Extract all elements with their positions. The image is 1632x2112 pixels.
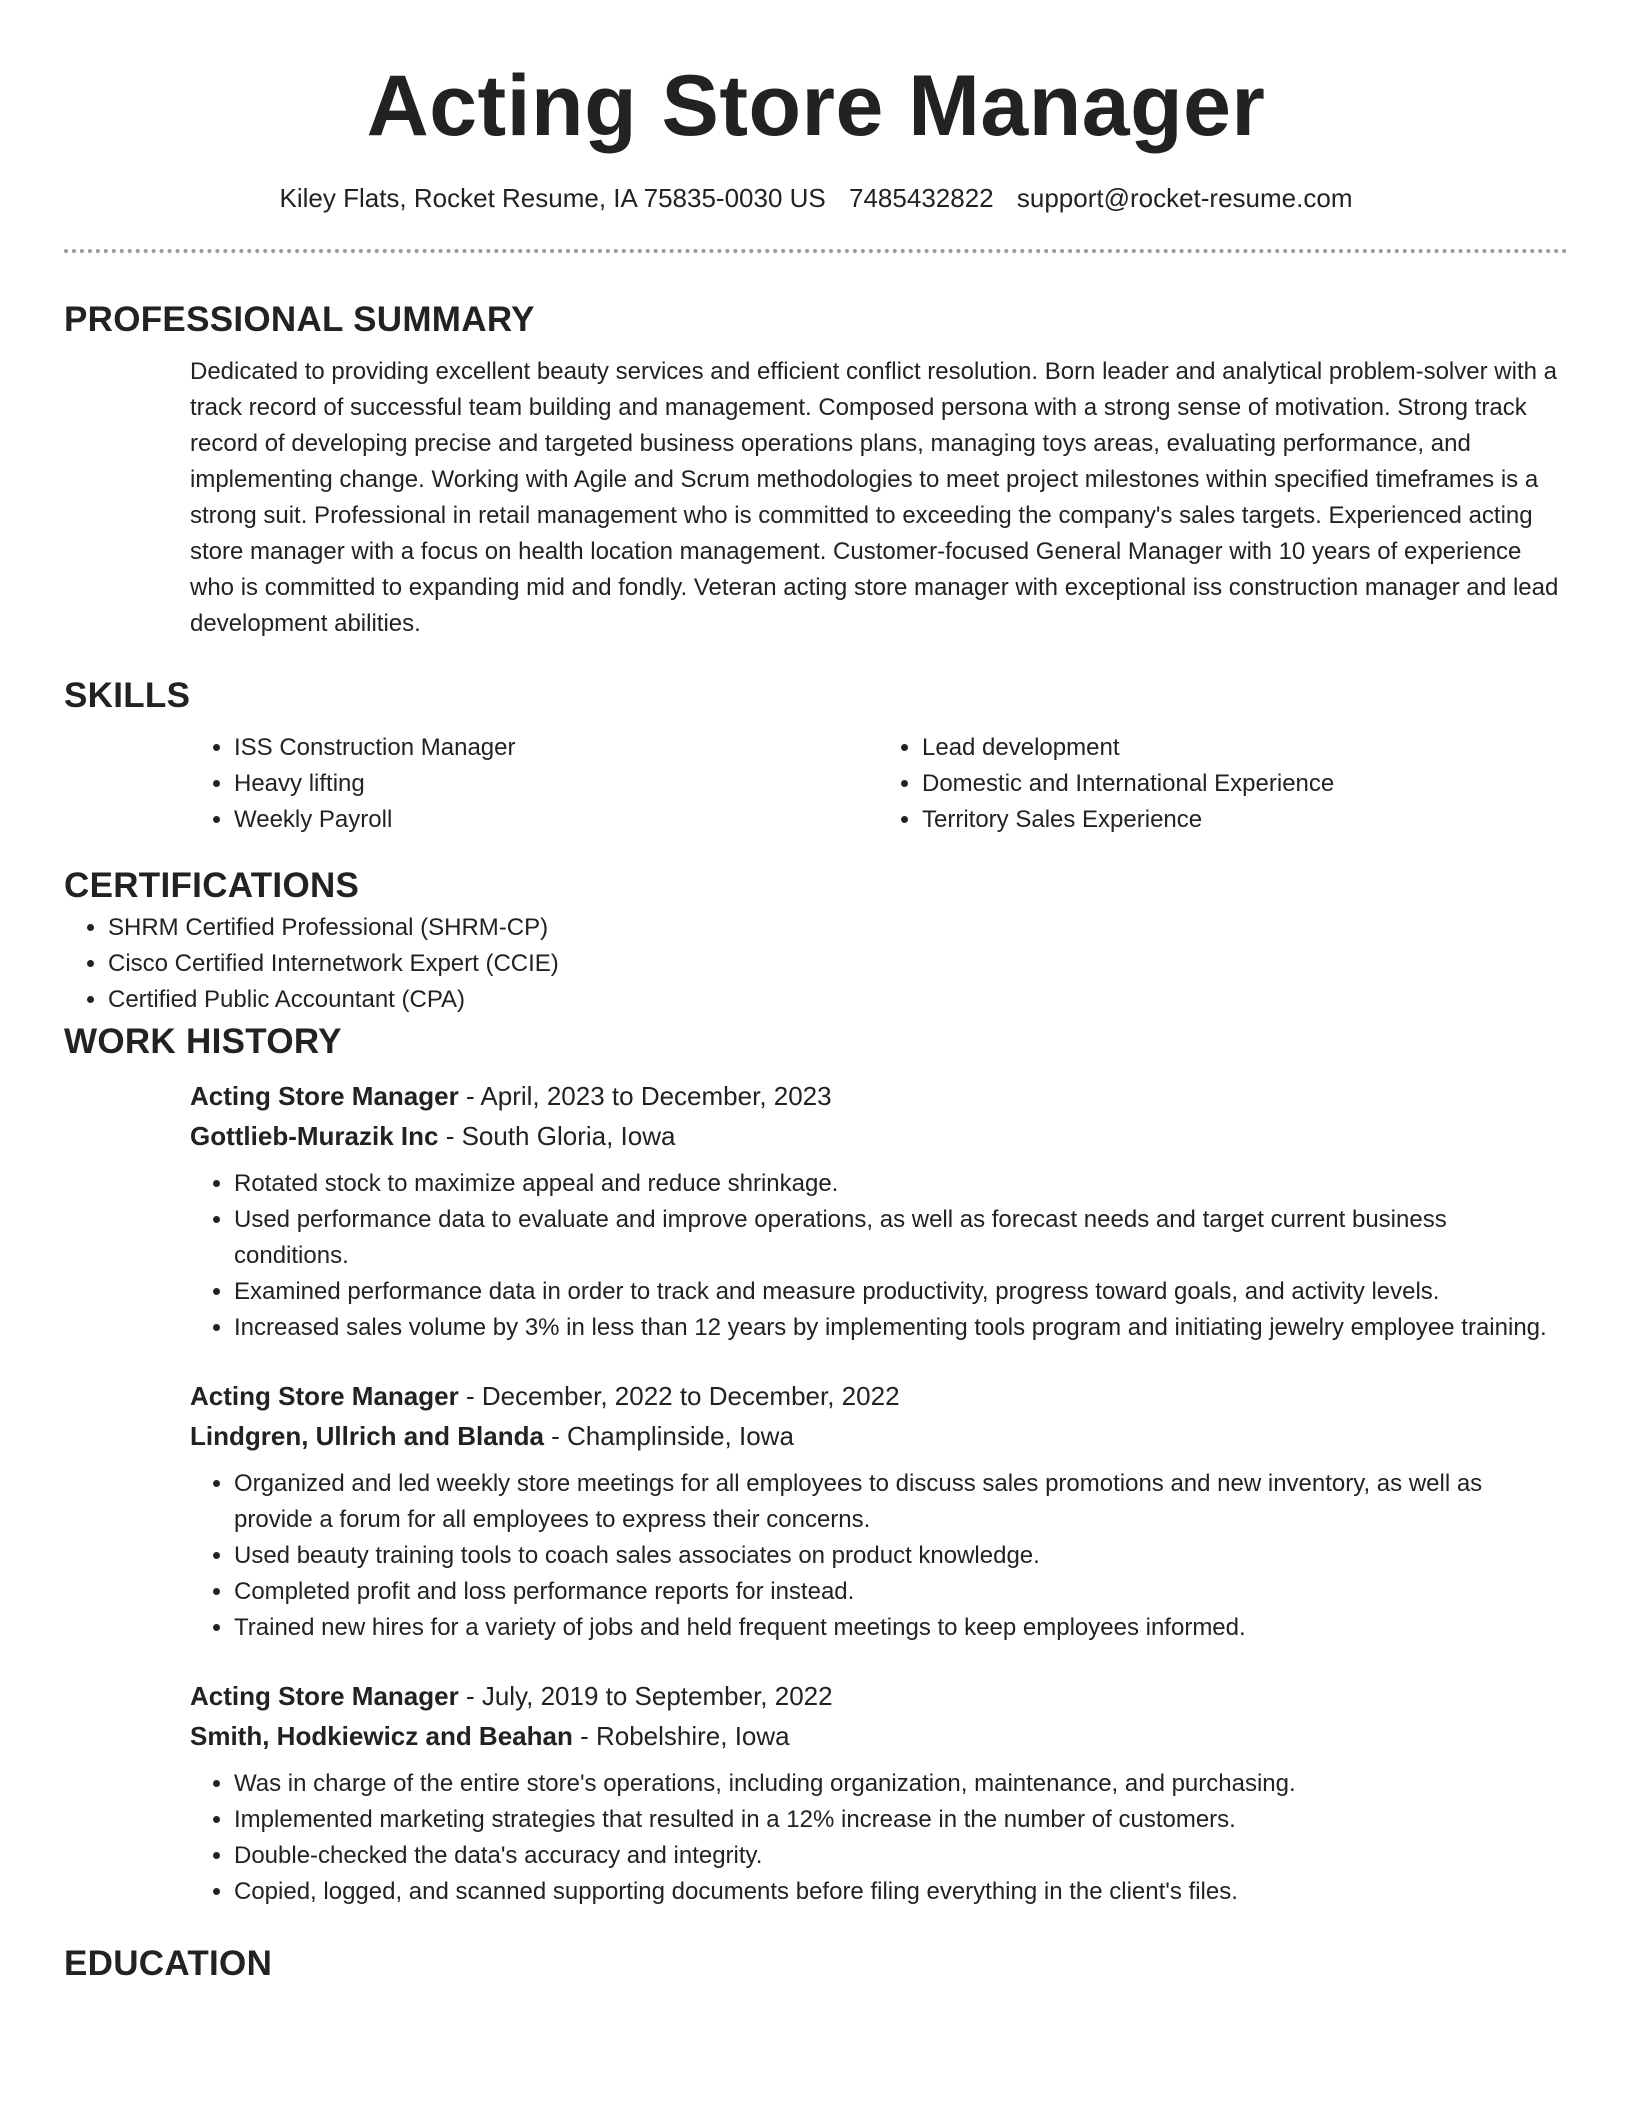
skills-heading: SKILLS — [64, 676, 191, 715]
certification-item: • SHRM Certified Professional (SHRM-CP) — [108, 910, 1568, 946]
job-dates: - April, 2023 to December, 2023 — [458, 1081, 832, 1111]
skill-item: • ISS Construction Manager — [234, 730, 878, 766]
skill-item: • Weekly Payroll — [234, 802, 878, 838]
job-dates: - July, 2019 to September, 2022 — [458, 1681, 833, 1711]
job-title-line — [190, 1376, 1566, 1416]
skills-grid — [190, 730, 1566, 838]
skill-item: • Lead development — [922, 730, 1566, 766]
job-bullet: • Organized and led weekly store meetings for all employees to discuss sales promotions and new inventory, as well as provide a forum for all employees to express their concerns. — [234, 1466, 1566, 1538]
skill-item: • Territory Sales Experience — [922, 802, 1566, 838]
job-location: - South Gloria, Iowa — [438, 1121, 676, 1151]
job-company-line — [190, 1116, 1566, 1156]
job-role: Acting Store Manager — [190, 1681, 459, 1711]
skills-left-list — [190, 730, 878, 838]
certification-item: • Cisco Certified Internetwork Expert (CCIE) — [108, 946, 1568, 982]
contact-phone: 7485432822 — [849, 183, 994, 213]
job-title-line — [190, 1076, 1566, 1116]
job-location: - Robelshire, Iowa — [572, 1721, 790, 1751]
certifications-heading: CERTIFICATIONS — [64, 866, 360, 905]
job-bullets — [190, 1166, 1566, 1346]
job-entry — [190, 1076, 1566, 1346]
header-divider — [64, 249, 1568, 253]
summary-heading: PROFESSIONAL SUMMARY — [64, 300, 535, 339]
job-bullet: • Examined performance data in order to track and measure productivity, progress toward goals, and activity levels. — [234, 1274, 1566, 1310]
job-company-line — [190, 1716, 1566, 1756]
job-entry — [190, 1676, 1566, 1910]
contact-line — [0, 180, 1632, 216]
job-dates: - December, 2022 to December, 2022 — [458, 1381, 900, 1411]
job-role: Acting Store Manager — [190, 1381, 459, 1411]
job-bullet: • Completed profit and loss performance reports for instead. — [234, 1574, 1566, 1610]
job-bullet: • Trained new hires for a variety of jobs and held frequent meetings to keep employees informed. — [234, 1610, 1566, 1646]
resume-content — [64, 296, 1568, 1988]
job-bullet: • Used performance data to evaluate and improve operations, as well as forecast needs and target current business conditions. — [234, 1202, 1566, 1274]
job-bullets — [190, 1766, 1566, 1910]
job-role: Acting Store Manager — [190, 1081, 459, 1111]
job-bullet: • Rotated stock to maximize appeal and reduce shrinkage. — [234, 1166, 1566, 1202]
job-entry — [190, 1376, 1566, 1646]
work-history-heading: WORK HISTORY — [64, 1022, 342, 1061]
job-bullet: • Copied, logged, and scanned supporting documents before filing everything in the client's files. — [234, 1874, 1566, 1910]
certifications-list — [64, 910, 1568, 1018]
certification-item: • Certified Public Accountant (CPA) — [108, 982, 1568, 1018]
contact-email: support@rocket-resume.com — [1016, 183, 1353, 213]
job-title-line — [190, 1676, 1566, 1716]
job-bullet: • Implemented marketing strategies that resulted in a 12% increase in the number of customers. — [234, 1802, 1566, 1838]
skill-item: • Heavy lifting — [234, 766, 878, 802]
job-company-line — [190, 1416, 1566, 1456]
skill-item: • Domestic and International Experience — [922, 766, 1566, 802]
job-bullet: • Was in charge of the entire store's operations, including organization, maintenance, and purchasing. — [234, 1766, 1566, 1802]
job-company: Smith, Hodkiewicz and Beahan — [190, 1721, 573, 1751]
contact-address: Kiley Flats, Rocket Resume, IA 75835-0030 US — [279, 183, 826, 213]
education-heading: EDUCATION — [64, 1944, 273, 1983]
job-company: Lindgren, Ullrich and Blanda — [190, 1421, 544, 1451]
skills-right-list — [878, 730, 1566, 838]
resume-name: Acting Store Manager — [366, 58, 1266, 154]
job-location: - Champlinside, Iowa — [543, 1421, 794, 1451]
job-bullet: • Double-checked the data's accuracy and integrity. — [234, 1838, 1566, 1874]
summary-text: Dedicated to providing excellent beauty services and efficient conflict resolution. Born leader and analytical problem-solver with a track record of successful team building and management. Composed persona with a strong sense of motivation. Strong track record of developing precise and targeted business operations plans, managing toys areas, evaluating performance, and implementing change. Working with Agile and Scrum methodologies to meet project milestones within specified timeframes is a strong suit. Professional in retail management who is committed to exceeding the company's sales targets. Experienced acting store manager with a focus on health location management. Customer-focused General Manager with 10 years of experience who is committed to expanding mid and fondly. Veteran acting store manager with exceptional iss construction manager and lead development abilities. — [190, 358, 1559, 637]
job-bullets — [190, 1466, 1566, 1646]
job-bullet: • Used beauty training tools to coach sales associates on product knowledge. — [234, 1538, 1566, 1574]
job-company: Gottlieb-Murazik Inc — [190, 1121, 439, 1151]
job-bullet: • Increased sales volume by 3% in less than 12 years by implementing tools program and initiating jewelry employee training. — [234, 1310, 1566, 1346]
